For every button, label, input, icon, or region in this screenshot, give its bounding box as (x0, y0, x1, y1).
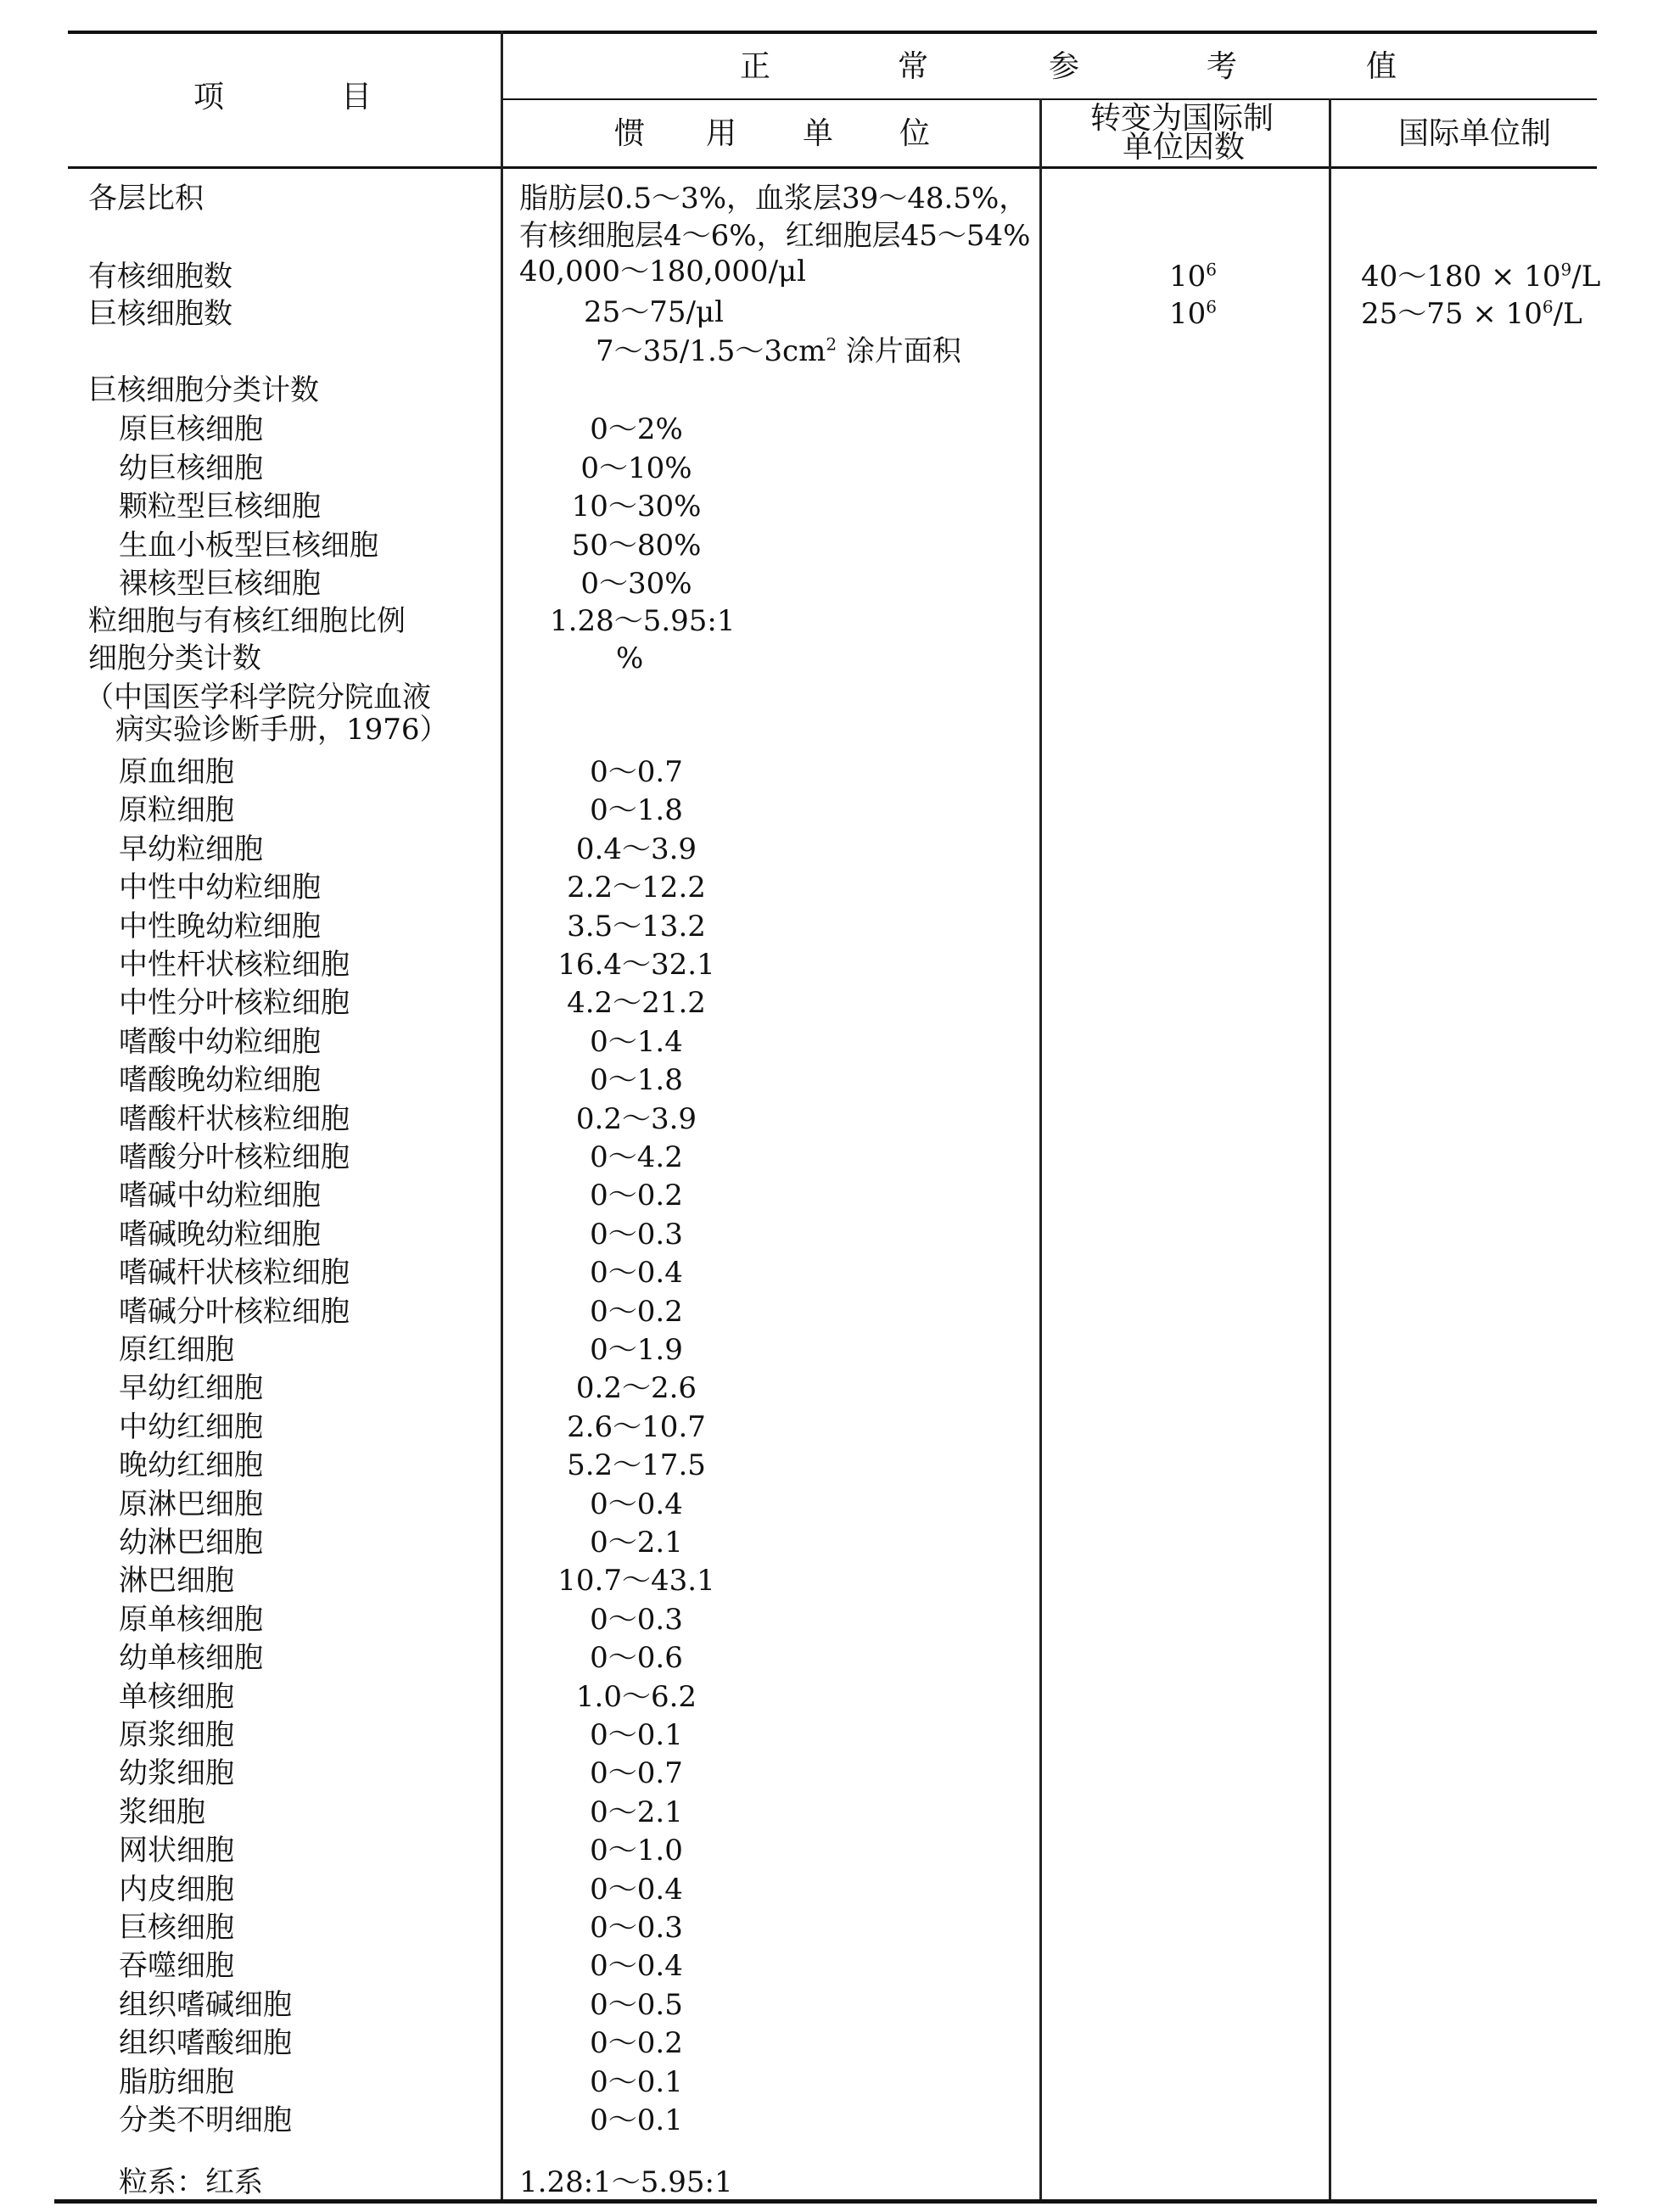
diff-row-value: 0～0.4 (590, 1256, 683, 1291)
diff-row-value: 0～0.2 (590, 2026, 683, 2061)
diff-row-item: 组织嗜碱细胞 (119, 1987, 292, 2022)
diff-row-value: 0～0.4 (590, 1487, 683, 1521)
diff-row-value: 0～0.7 (590, 755, 683, 789)
diff-row-value: 0～0.1 (590, 2103, 683, 2137)
mega-row-item: 生血小板型巨核细胞 (119, 528, 378, 563)
header-item-char-1: 项 (193, 80, 225, 115)
diff-row-item: 内皮细胞 (119, 1872, 234, 1907)
diff-row-value: 2.6～10.7 (567, 1409, 706, 1444)
mega-row-item: 幼巨核细胞 (119, 451, 263, 485)
diff-row-item: 中性分叶核粒细胞 (119, 986, 350, 1021)
diff-source-line-1: （中国医学科学院分院血液 (85, 680, 431, 714)
diff-row-value: 0～1.0 (590, 1834, 683, 1868)
value-megakaryocyte-smear: $7\sim 35/1.5\sim 3cm^2$ 涂片面积 (596, 333, 961, 368)
diff-row-value: 0～0.5 (590, 1987, 683, 2022)
diff-row-item: 吞噬细胞 (119, 1949, 234, 1984)
header-ref-char-4: 考 (1207, 49, 1238, 84)
diff-row-item: 巨核细胞 (119, 1911, 234, 1945)
header-unit-char-4: 位 (899, 116, 931, 151)
header-ref-char-2: 常 (898, 49, 929, 84)
diff-row-item: 嗜碱杆状核粒细胞 (119, 1256, 350, 1291)
diff-row-value: 10.7～43.1 (557, 1564, 715, 1599)
header-ref-char-3: 参 (1049, 49, 1080, 84)
diff-row-item: 淋巴细胞 (119, 1564, 234, 1599)
col-divider-1 (501, 31, 503, 2199)
mega-row-item: 颗粒型巨核细胞 (119, 490, 321, 524)
col-divider-2 (1039, 98, 1042, 2199)
value-layer-ratio-line-1: 脂肪层0.5～3%，血浆层39～48.5%， (519, 182, 1028, 216)
diff-row-item: 早幼粒细胞 (119, 832, 263, 866)
diff-row-item: 嗜酸中幼粒细胞 (119, 1024, 321, 1059)
diff-row-value: 0～2.1 (590, 1795, 683, 1829)
col-divider-3 (1329, 98, 1331, 2199)
diff-row-item: 中性晚幼粒细胞 (119, 909, 321, 944)
mega-row-item: 原巨核细胞 (119, 412, 263, 446)
diff-row-value: 0～0.3 (590, 1217, 683, 1252)
diff-row-item: 分类不明细胞 (119, 2103, 292, 2137)
diff-row-item: 幼淋巴细胞 (119, 1526, 263, 1560)
diff-row-value: 0～1.4 (590, 1024, 683, 1059)
diff-row-item: 嗜酸杆状核粒细胞 (119, 1101, 350, 1136)
diff-row-value: 3.5～13.2 (567, 909, 706, 944)
diff-row-value: 0～2.1 (590, 1526, 683, 1560)
header-item-char-2: 目 (341, 80, 372, 115)
diff-row-item: 原红细胞 (119, 1333, 234, 1367)
diff-row-value: 0～0.3 (590, 1602, 683, 1637)
diff-row-value: 0.2～3.9 (575, 1101, 697, 1136)
diff-section-title: 细胞分类计数 (88, 641, 261, 675)
diff-source-line-2: 病实验诊断手册，1976） (115, 713, 449, 747)
item-layer-ratio: 各层比积 (88, 182, 204, 216)
mega-row-value: 50～80% (571, 528, 702, 563)
header-unit-char-1: 惯 (614, 116, 646, 151)
diff-row-item: 组织嗜酸细胞 (119, 2026, 292, 2061)
diff-row-value: 0～0.3 (590, 1911, 683, 1945)
diff-row-value: 0～0.1 (590, 1718, 683, 1752)
header-factor-line-1: 转变为国际制 (1090, 101, 1274, 136)
diff-row-value: 0.2～2.6 (575, 1371, 697, 1406)
diff-row-item: 原浆细胞 (119, 1718, 234, 1752)
diff-row-item: 原血细胞 (119, 755, 234, 789)
si-megakaryocyte-count: 25～75 × $10^6/L$ (1361, 296, 1582, 331)
diff-row-value: 0～0.2 (590, 1294, 683, 1329)
diff-row-value: 0～1.8 (590, 1063, 683, 1098)
mega-row-value: 0～30% (580, 567, 692, 601)
header-si-unit: 国际单位制 (1398, 116, 1552, 151)
diff-row-value: 0～0.4 (590, 1872, 683, 1907)
mega-row-item: 裸核型巨核细胞 (119, 567, 321, 601)
mega-row-value: 0～2% (590, 412, 683, 446)
diff-row-item: 晚幼红细胞 (119, 1448, 263, 1483)
diff-row-item: 嗜碱晚幼粒细胞 (119, 1217, 321, 1252)
diff-row-value: 0～0.6 (590, 1641, 683, 1676)
diff-row-value: 0.4～3.9 (575, 832, 697, 866)
value-ratio: 1.28～5.95:1 (550, 604, 736, 638)
header-bottom-rule (68, 166, 1597, 169)
value-layer-ratio-line-2: 有核细胞层4～6%，红细胞层45～54% (519, 219, 1031, 253)
diff-row-value: 5.2～17.5 (567, 1448, 706, 1483)
diff-row-value: 4.2～21.2 (567, 986, 706, 1021)
diff-row-item: 幼单核细胞 (119, 1641, 263, 1676)
diff-row-value: 0～0.4 (590, 1949, 683, 1984)
diff-row-item: 中性中幼粒细胞 (119, 871, 321, 905)
header-ref-char-5: 值 (1366, 49, 1397, 84)
diff-row-item: 中幼红细胞 (119, 1409, 263, 1444)
diff-row-value: 2.2～12.2 (567, 871, 706, 905)
diff-row-value: 0～1.9 (590, 1333, 683, 1367)
diff-section-unit: % (616, 641, 644, 675)
diff-row-item: 嗜碱中幼粒细胞 (119, 1179, 321, 1213)
diff-row-item: 网状细胞 (119, 1834, 234, 1868)
diff-row-value: 0～0.7 (590, 1756, 683, 1791)
item-nucleated-count: 有核细胞数 (88, 260, 232, 294)
diff-row-value: 0～1.8 (590, 793, 683, 828)
diff-row-value: 0～0.1 (590, 2064, 683, 2099)
header-factor-line-2: 单位因数 (1123, 130, 1246, 165)
diff-row-value: 16.4～32.1 (557, 948, 715, 982)
diff-row-item: 嗜酸晚幼粒细胞 (119, 1063, 321, 1098)
value-final-ratio: 1.28:1～5.95:1 (519, 2165, 733, 2199)
header-mid-rule (502, 98, 1597, 100)
header-unit-char-2: 用 (706, 116, 737, 151)
top-rule (68, 31, 1597, 34)
diff-row-item: 原淋巴细胞 (119, 1487, 263, 1521)
diff-row-item: 嗜碱分叶核粒细胞 (119, 1294, 350, 1329)
diff-row-item: 原单核细胞 (119, 1602, 263, 1637)
item-megakaryocyte-count: 巨核细胞数 (88, 297, 232, 331)
diff-row-item: 原粒细胞 (119, 793, 234, 828)
diff-row-item: 早幼红细胞 (119, 1371, 263, 1406)
header-unit-char-3: 单 (803, 116, 834, 151)
diff-row-item: 浆细胞 (119, 1795, 205, 1829)
item-ratio: 粒细胞与有核红细胞比例 (88, 604, 406, 638)
mega-row-value: 0～10% (580, 451, 692, 485)
factor-megakaryocyte-count: $10^6$ (1169, 296, 1217, 331)
bottom-rule (54, 2199, 1597, 2204)
mega-row-value: 10～30% (571, 490, 702, 524)
diff-row-item: 脂肪细胞 (119, 2064, 234, 2099)
diff-row-item: 单核细胞 (119, 1679, 234, 1714)
value-nucleated-count: 40,000～180,000/μl (519, 255, 806, 288)
diff-row-item: 嗜酸分叶核粒细胞 (119, 1140, 350, 1174)
diff-row-item: 幼浆细胞 (119, 1756, 234, 1791)
mega-section-title: 巨核细胞分类计数 (88, 373, 319, 407)
si-nucleated-count: 40～180 × $10^9/L$ (1361, 259, 1601, 294)
value-megakaryocyte-count: 25～75/μl (584, 295, 724, 329)
factor-nucleated-count: $10^6$ (1169, 259, 1217, 294)
header-ref-char-1: 正 (740, 49, 771, 84)
diff-row-item: 中性杆状核粒细胞 (119, 948, 350, 982)
item-final-ratio: 粒系：红系 (119, 2165, 263, 2199)
diff-row-value: 1.0～6.2 (575, 1679, 697, 1714)
diff-row-value: 0～4.2 (590, 1140, 683, 1174)
diff-row-value: 0～0.2 (590, 1179, 683, 1213)
